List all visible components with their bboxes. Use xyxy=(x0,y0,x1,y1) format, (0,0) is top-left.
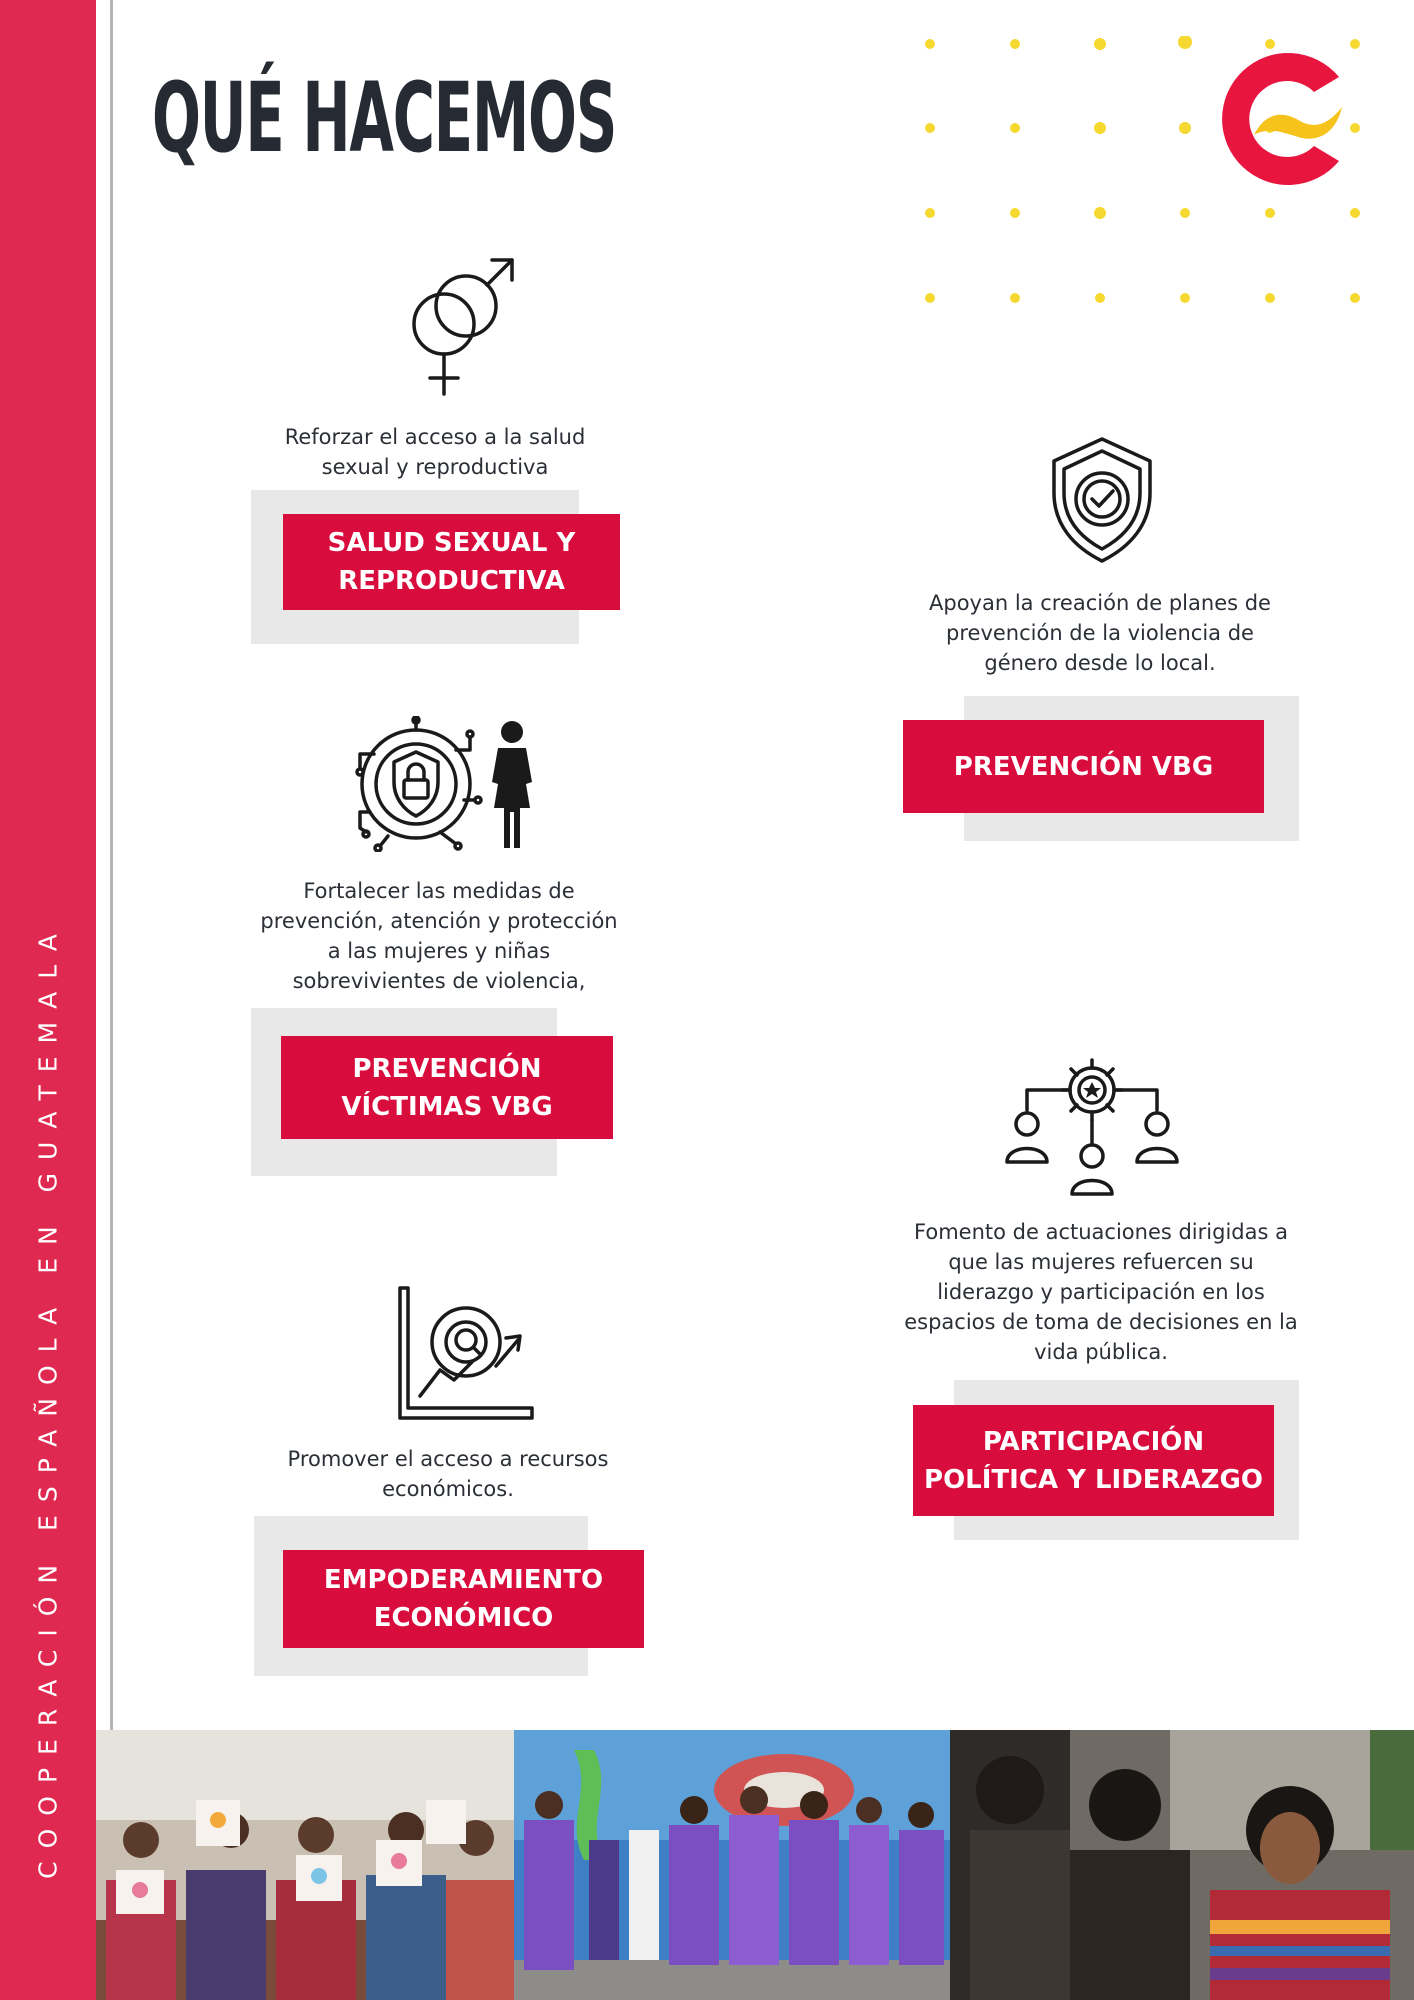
participacion-description: Fomento de actuaciones dirigidas a que las mujeres refuercen su liderazgo y participación en los espacios de toma de decisiones en la vida pública. xyxy=(904,1220,1298,1364)
growth-chart-icon xyxy=(396,1286,536,1420)
prevencion-vbg-tag: PREVENCIÓN VBG xyxy=(903,720,1264,813)
security-woman-icon xyxy=(352,716,538,852)
photo-strip xyxy=(96,1730,1414,2000)
empoderamiento-economico-tag: EMPODERAMIENTO ECONÓMICO xyxy=(283,1550,644,1648)
page-title: QUÉ HACEMOS xyxy=(152,62,617,174)
salud-description: Reforzar el acceso a la salud sexual y reproductiva xyxy=(284,425,586,479)
sidebar-text: COOPERACIÓN ESPAÑOLA EN GUATEMALA xyxy=(33,921,63,1879)
photo-group-purple-aprons xyxy=(514,1730,950,2000)
economico-description: Promover el acceso a recursos económicos. xyxy=(287,1447,609,1501)
gender-symbols-icon xyxy=(408,252,518,400)
participacion-politica-tag: PARTICIPACIÓN POLÍTICA Y LIDERAZGO xyxy=(913,1405,1274,1516)
victimas-description: Fortalecer las medidas de prevención, atención y protección a las mujeres y niñas sobrevivientes de violencia, xyxy=(260,879,618,993)
sidebar xyxy=(0,0,96,2000)
salud-sexual-tag: SALUD SEXUAL Y REPRODUCTIVA xyxy=(283,514,620,610)
prevencion-victimas-tag: PREVENCIÓN VÍCTIMAS VBG xyxy=(281,1036,613,1139)
vbg-description: Apoyan la creación de planes de prevención de la violencia de género desde lo local. xyxy=(929,591,1271,675)
leadership-network-icon xyxy=(1003,1052,1181,1196)
photo-women-portrait xyxy=(950,1730,1414,2000)
shield-check-icon xyxy=(1046,435,1158,565)
photo-women-holding-drawings xyxy=(96,1730,514,2000)
divider-line xyxy=(110,0,113,1730)
cooperacion-espanola-logo xyxy=(1210,45,1358,193)
